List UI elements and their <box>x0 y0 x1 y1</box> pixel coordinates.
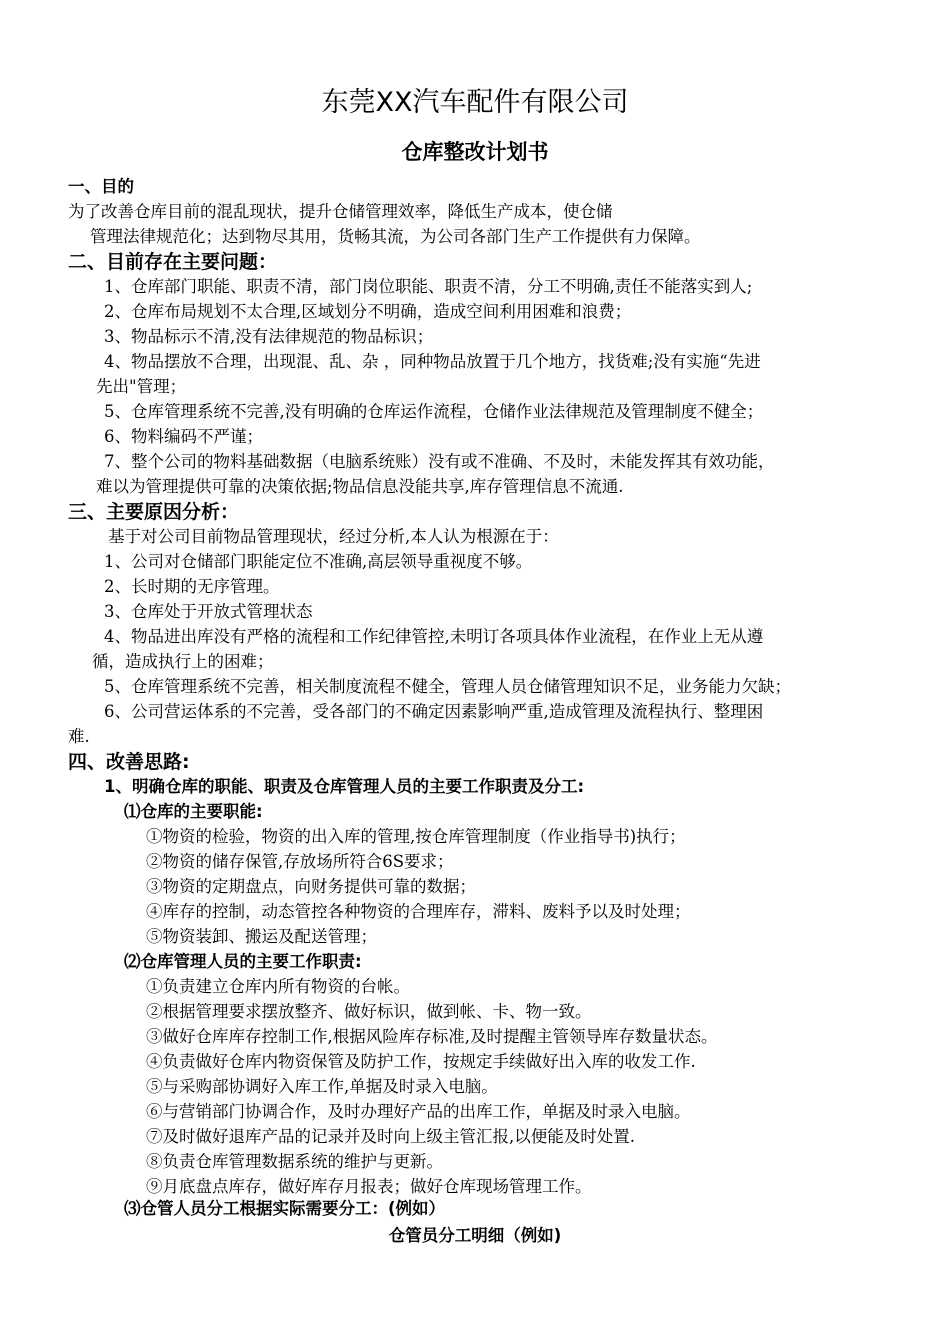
list-item: ③物资的定期盘点，向财务提供可靠的数据； <box>146 877 476 896</box>
list-item: ④库存的控制，动态管控各种物资的合理库存，滞料、废料予以及时处理； <box>146 902 691 921</box>
list-item: ⑧负责仓库管理数据系统的维护与更新。 <box>146 1152 443 1171</box>
list-item: ②物资的储存保管,存放场所符合6S要求； <box>146 852 454 871</box>
paragraph-line: 基于对公司目前物品管理现状，经过分析,本人认为根源在于： <box>108 527 559 546</box>
list-item: 难以为管理提供可靠的决策依据;物品信息没能共享,库存管理信息不流通. <box>96 477 624 496</box>
section-heading: 一、目的 <box>68 177 134 196</box>
list-item: 7、整个公司的物料基础数据（电脑系统账）没有或不准确、不及时，未能发挥其有效功能， <box>104 452 775 471</box>
section-heading: 二、目前存在主要问题： <box>68 251 278 273</box>
list-item: 2、仓库布局规划不太合理,区域划分不明确，造成空间利用困难和浪费； <box>104 302 632 321</box>
list-item: 循，造成执行上的困难； <box>92 652 274 671</box>
list-item: 5、仓库管理系统不完善,没有明确的仓库运作流程，仓储作业法律规范及管理制度不健全； <box>104 402 764 421</box>
section-heading: 四、改善思路: <box>68 751 190 773</box>
list-item: ⑦及时做好退库产品的记录并及时向上级主管汇报,以便能及时处置. <box>146 1127 635 1146</box>
paragraph-line: 为了改善仓库目前的混乱现状，提升仓储管理效率，降低生产成本，使仓储 <box>68 202 613 221</box>
list-item: 难. <box>68 727 90 746</box>
subsection-heading: ⑶仓管人员分工根据实际需要分工：(例如） <box>124 1199 446 1218</box>
list-item: 6、物料编码不严谨； <box>104 427 263 446</box>
list-item: ⑤物资装卸、搬运及配送管理； <box>146 927 377 946</box>
document-title: 东莞XX汽车配件有限公司 <box>321 87 629 118</box>
subsection-heading: ⑵仓库管理人员的主要工作职责: <box>124 952 362 971</box>
document-subtitle: 仓库整改计划书 <box>401 140 549 164</box>
list-item: 5、仓库管理系统不完善，相关制度流程不健全，管理人员仓储管理知识不足，业务能力欠缺； <box>104 677 791 696</box>
subsection-heading: 1、明确仓库的职能、职责及仓库管理人员的主要工作职责及分工: <box>104 777 585 796</box>
list-item: ⑨月底盘点库存，做好库存月报表；做好仓库现场管理工作。 <box>146 1177 592 1196</box>
list-item: 先出"管理； <box>96 377 187 396</box>
list-item: 4、物品摆放不合理，出现混、乱、杂 ，同种物品放置于几个地方，找货难;没有实施“先进 <box>104 352 761 371</box>
paragraph-line: 管理法律规范化；达到物尽其用，货畅其流，为公司各部门生产工作提供有力保障。 <box>90 227 701 246</box>
list-item: 1、仓库部门职能、职责不清，部门岗位职能、职责不清，分工不明确,责任不能落实到人; <box>104 277 753 296</box>
table-caption: 仓管员分工明细（例如) <box>388 1226 562 1245</box>
list-item: ①负责建立仓库内所有物资的台帐。 <box>146 977 410 996</box>
list-item: 4、物品进出库没有严格的流程和工作纪律管控,未明订各项具体作业流程，在作业上无从遵 <box>104 627 764 646</box>
list-item: ②根据管理要求摆放整齐、做好标识，做到帐、卡、物一致。 <box>146 1002 592 1021</box>
list-item: 6、公司营运体系的不完善，受各部门的不确定因素影响严重,造成管理及流程执行、整理困 <box>104 702 764 721</box>
list-item: 3、物品标示不清,没有法律规范的物品标识； <box>104 327 434 346</box>
list-item: ⑤与采购部协调好入库工作,单据及时录入电脑。 <box>146 1077 498 1096</box>
list-item: 3、仓库处于开放式管理状态 <box>104 602 313 621</box>
list-item: ①物资的检验，物资的出入库的管理,按仓库管理制度（作业指导书)执行； <box>146 827 686 846</box>
list-item: ④负责做好仓库内物资保管及防护工作，按规定手续做好出入库的收发工作. <box>146 1052 696 1071</box>
list-item: 2、长时期的无序管理。 <box>104 577 280 596</box>
list-item: 1、公司对仓储部门职能定位不准确,高层领导重视度不够。 <box>104 552 533 571</box>
section-heading: 三、主要原因分析： <box>68 501 240 523</box>
list-item: ③做好仓库库存控制工作,根据风险库存标准,及时提醒主管领导库存数量状态。 <box>146 1027 718 1046</box>
list-item: ⑥与营销部门协调合作，及时办理好产品的出库工作，单据及时录入电脑。 <box>146 1102 691 1121</box>
subsection-heading: ⑴仓库的主要职能: <box>124 802 263 821</box>
